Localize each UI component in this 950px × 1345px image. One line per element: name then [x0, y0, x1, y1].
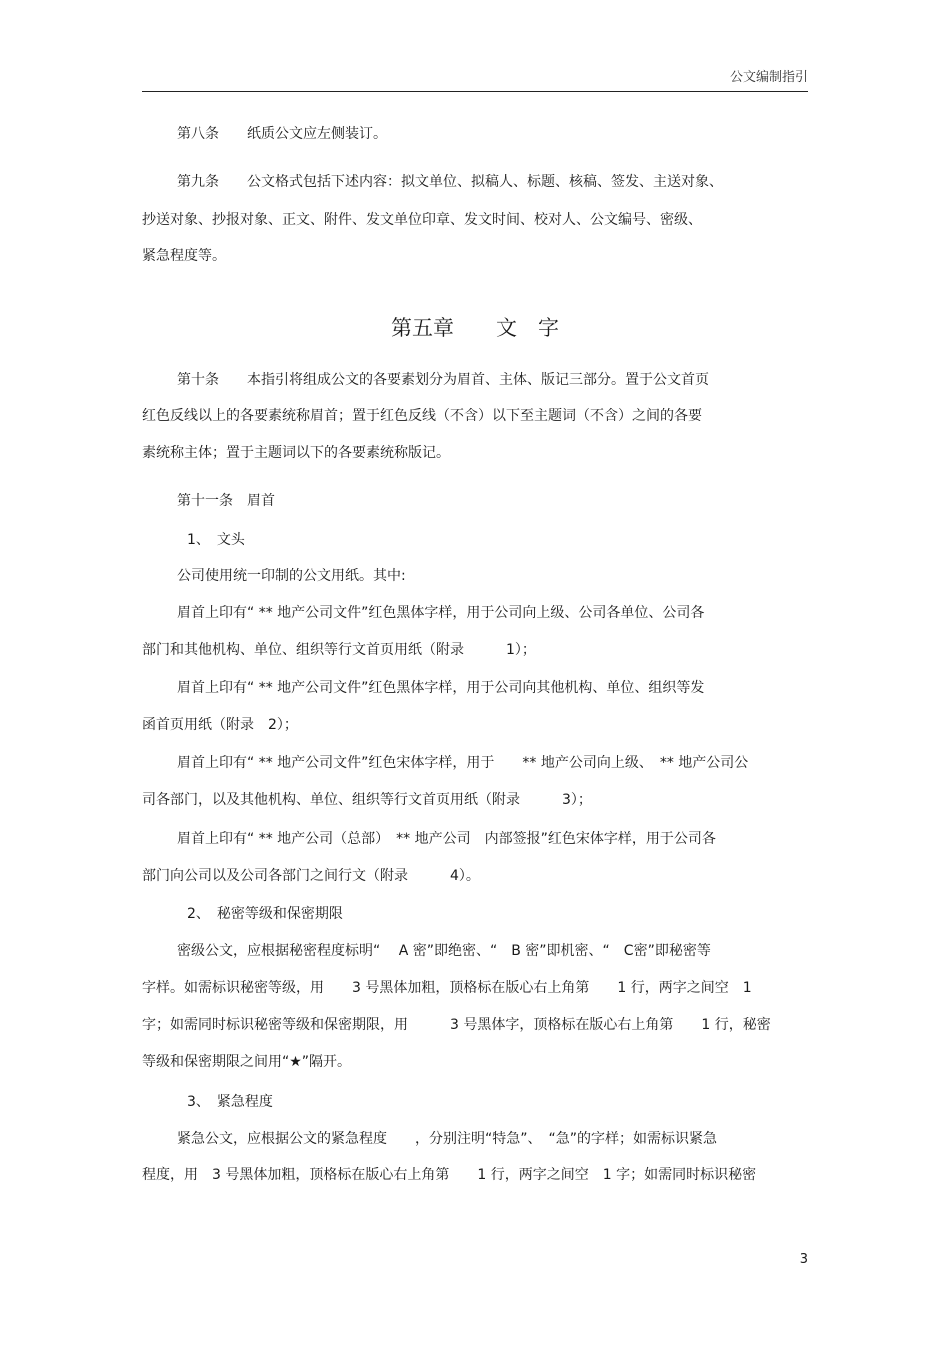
paragraph-line: 密级公文，应根据秘密程度标明“ A 密”即绝密、“ B 密”即机密、“ C密”即秘密等	[177, 943, 711, 959]
section-heading: 2、 秘密等级和保密期限	[187, 906, 343, 922]
paragraph-line: 司各部门，以及其他机构、单位、组织等行文首页用纸（附录 3）；	[142, 792, 592, 808]
header-title: 公文编制指引	[729, 70, 808, 85]
section-heading: 3、 紧急程度	[187, 1094, 273, 1110]
article-10-line: 素统称主体；置于主题词以下的各要素统称版记。	[142, 445, 450, 461]
paragraph-line: 程度，用 3 号黑体加粗，顶格标在版心右上角第 1 行，两字之间空 1 字；如需同时标识秘密	[142, 1167, 757, 1183]
paragraph-line: 部门向公司以及公司各部门之间行文（附录 4）。	[142, 868, 480, 884]
paragraph-line: 紧急公文，应根据公文的紧急程度 ，分别注明“特急”、 “急”的字样；如需标识紧急	[177, 1131, 718, 1147]
article-9-line: 第九条 公文格式包括下述内容：拟文单位、拟稿人、标题、核稿、签发、主送对象、	[177, 174, 723, 190]
article-11-heading: 第十一条 眉首	[177, 493, 275, 509]
article-9-line: 紧急程度等。	[142, 248, 226, 264]
header-divider	[142, 91, 808, 92]
article-8-line: 第八条 纸质公文应左侧装订。	[177, 126, 387, 142]
paragraph-line: 函首页用纸（附录 2）；	[142, 717, 298, 733]
section-heading: 1、 文头	[187, 532, 245, 548]
paragraph-line: 眉首上印有“ ** 地产公司文件”红色宋体字样，用于 ** 地产公司向上级、 ** 地产公司公	[177, 755, 749, 771]
paragraph-line: 等级和保密期限之间用“★”隔开。	[142, 1054, 352, 1070]
chapter-title: 第五章 文 字	[391, 316, 559, 340]
paragraph-line: 眉首上印有“ ** 地产公司（总部） ** 地产公司 内部签报”红色宋体字样，用于公司各	[177, 831, 716, 847]
article-9-line: 抄送对象、抄报对象、正文、附件、发文单位印章、发文时间、校对人、公文编号、密级、	[142, 212, 702, 228]
paragraph-line: 眉首上印有“ ** 地产公司文件”红色黑体字样，用于公司向上级、公司各单位、公司各	[177, 605, 705, 621]
paragraph-line: 部门和其他机构、单位、组织等行文首页用纸（附录 1）；	[142, 642, 536, 658]
paragraph-line: 公司使用统一印制的公文用纸。其中:	[177, 568, 406, 584]
paragraph-line: 眉首上印有“ ** 地产公司文件”红色黑体字样，用于公司向其他机构、单位、组织等发	[177, 680, 705, 696]
article-10-line: 第十条 本指引将组成公文的各要素划分为眉首、主体、版记三部分。置于公文首页	[177, 372, 709, 388]
article-10-line: 红色反线以上的各要素统称眉首；置于红色反线（不含）以下至主题词（不含）之间的各要	[142, 408, 702, 424]
paragraph-line: 字样。如需标识秘密等级，用 3 号黑体加粗，顶格标在版心右上角第 1 行，两字之间空 1	[142, 980, 752, 996]
paragraph-line: 字；如需同时标识秘密等级和保密期限，用 3 号黑体字，顶格标在版心右上角第 1 行，秘密	[142, 1017, 771, 1033]
page-number: 3	[799, 1252, 808, 1267]
